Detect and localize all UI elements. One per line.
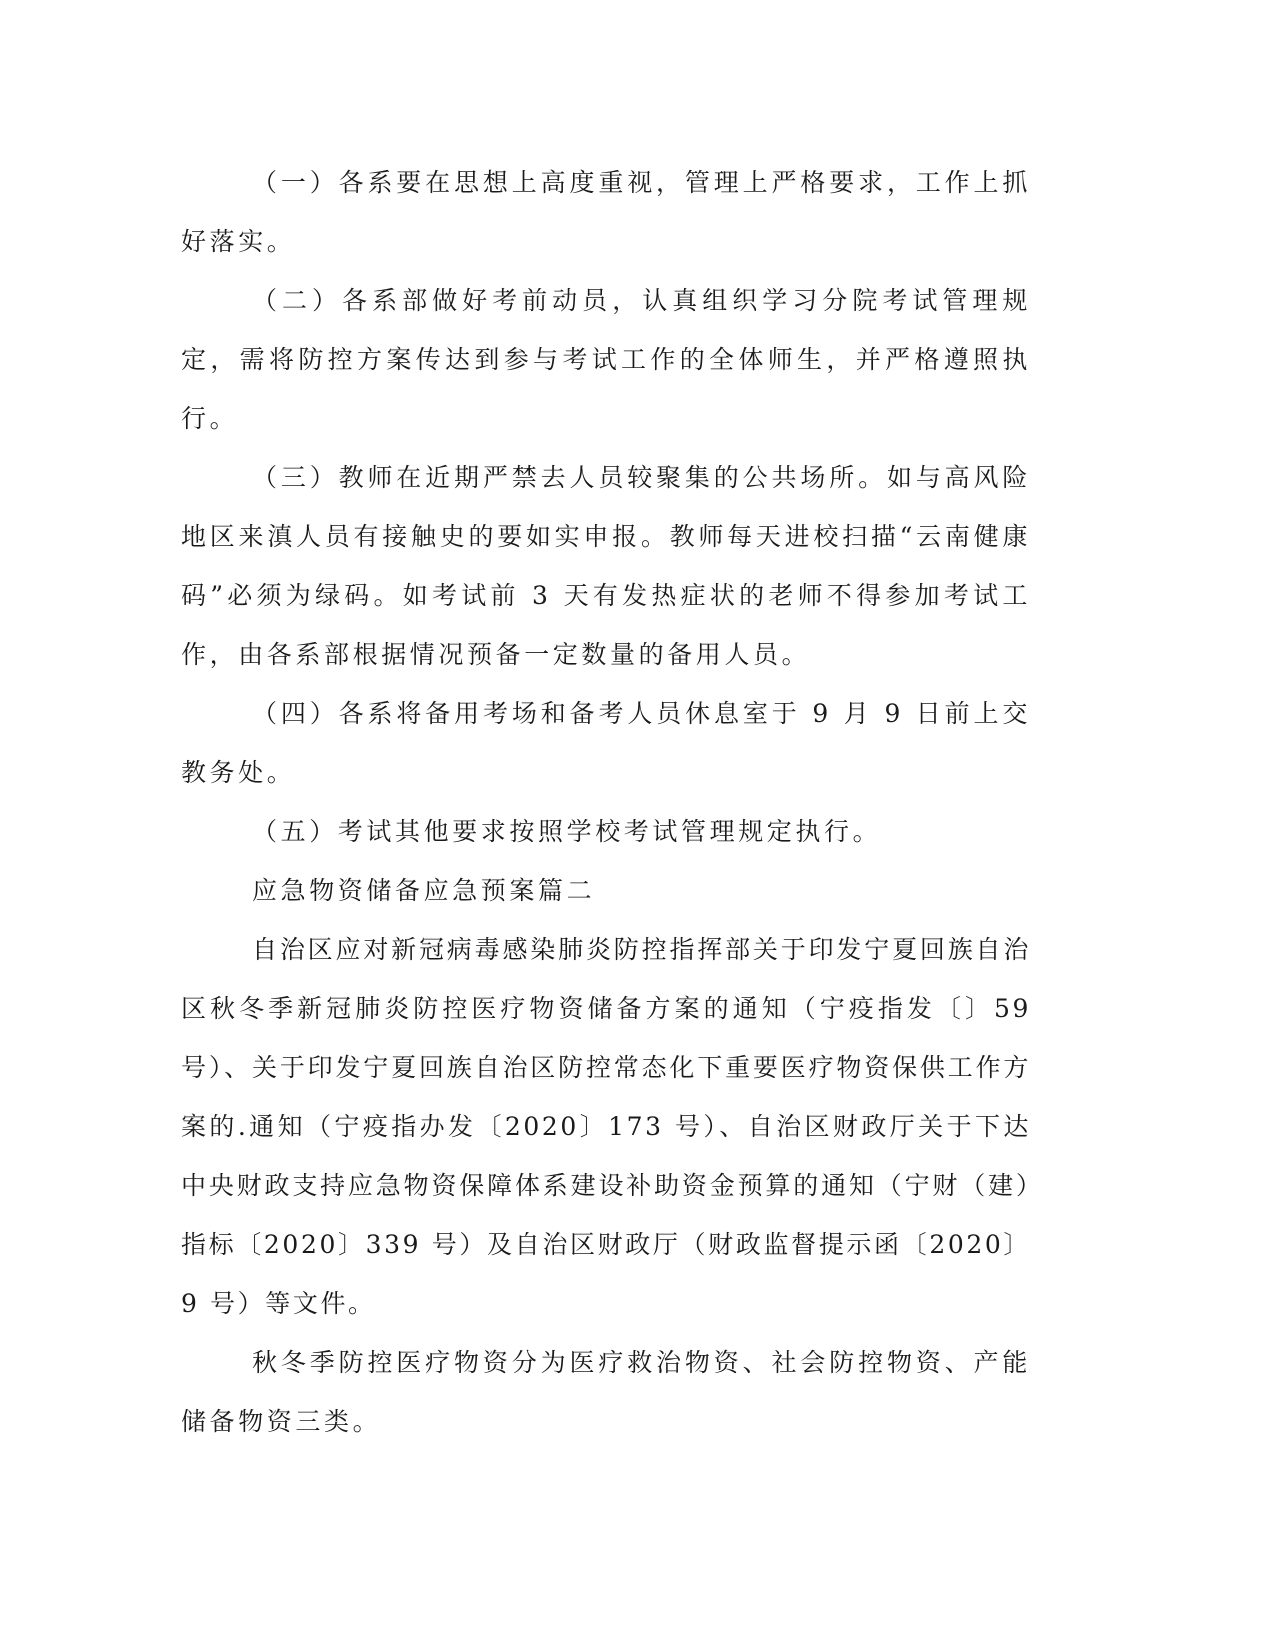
paragraph-material-categories: 秋冬季防控医疗物资分为医疗救治物资、社会防控物资、产能储备物资三类。 bbox=[181, 1348, 1031, 1436]
paragraph-item-5: （五）考试其他要求按照学校考试管理规定执行。 bbox=[252, 817, 882, 846]
paragraph-item-3: （三）教师在近期严禁去人员较聚集的公共场所。如与高风险地区来滇人员有接触史的要如实申报。教师每天进校扫描“云南健康码”必须为绿码。如考试前 3 天有发热症状的老师不得参加考试工作，由各系部根据情况预备一定数量的备用人员。 bbox=[181, 463, 1031, 669]
paragraph-item-4: （四）各系将备用考场和备考人员休息室于 9 月 9 日前上交教务处。 bbox=[181, 699, 1031, 787]
paragraph-item-2: （二）各系部做好考前动员，认真组织学习分院考试管理规定，需将防控方案传达到参与考试工作的全体师生，并严格遵照执行。 bbox=[181, 286, 1031, 433]
document-body bbox=[181, 153, 1031, 1451]
section-heading: 应急物资储备应急预案篇二 bbox=[252, 876, 596, 905]
paragraph-reference-documents: 自治区应对新冠病毒感染肺炎防控指挥部关于印发宁夏回族自治区秋冬季新冠肺炎防控医疗物资储备方案的通知（宁疫指发〔〕59 号）、关于印发宁夏回族自治区防控常态化下重要医疗物资保供工作方案的.通知（宁疫指办发〔2020〕173 号）、自治区财政厅关于下达中央财政支持应急物资保障体系建设补助资金预算的通知（宁财（建）指标〔2020〕339 号）及自治区财政厅（财政监督提示函〔2020〕9 号）等文件。 bbox=[181, 935, 1031, 1318]
paragraph-item-1: （一）各系要在思想上高度重视，管理上严格要求，工作上抓好落实。 bbox=[181, 168, 1031, 256]
